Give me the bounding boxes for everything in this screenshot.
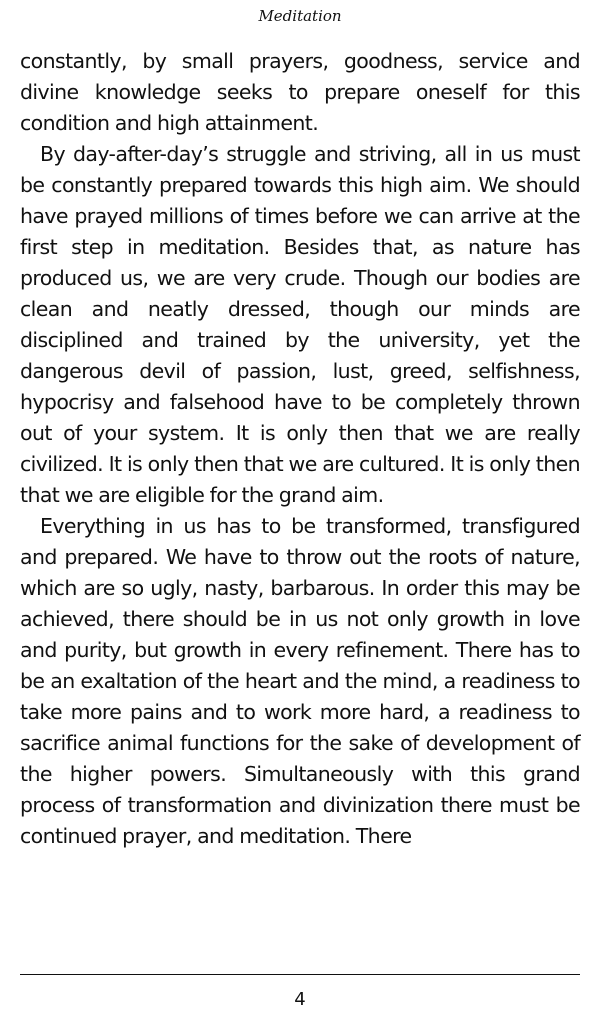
page-number: 4 <box>294 989 306 1010</box>
body-text <box>20 46 580 852</box>
paragraph-continuation: constantly, by small prayers, goodness, service and divine knowledge seeks to prepare oneself for this condition and high attainment. <box>20 49 580 135</box>
footer-rule <box>20 974 580 975</box>
paragraph: Everything in us has to be transformed, transfigured and prepared. We have to throw out the roots of nature, which are so ugly, nasty, barbarous. In order this may be achieved, there should be in us not only growth in love and purity, but growth in every refinement. There has to be an exaltation of the heart and the mind, a readiness to take more pains and to work more hard, a readiness to sacrifice animal functions for the sake of development of the higher powers. Simultaneously with this grand process of transformation and divinization there must be continued prayer, and meditation. There <box>20 514 580 848</box>
paragraph: By day-after-day’s struggle and striving, all in us must be constantly prepared towards this high aim. We should have prayed millions of times before we can arrive at the first step in meditation. Besides that, as nature has produced us, we are very crude. Though our bodies are clean and neatly dressed, though our minds are disciplined and trained by the university, yet the dangerous devil of passion, lust, greed, selfishness, hypocrisy and falsehood have to be completely thrown out of your system. It is only then that we are really civilized. It is only then that we are cultured. It is only then that we are eligible for the grand aim. <box>20 142 580 507</box>
running-header: Meditation <box>258 7 342 25</box>
